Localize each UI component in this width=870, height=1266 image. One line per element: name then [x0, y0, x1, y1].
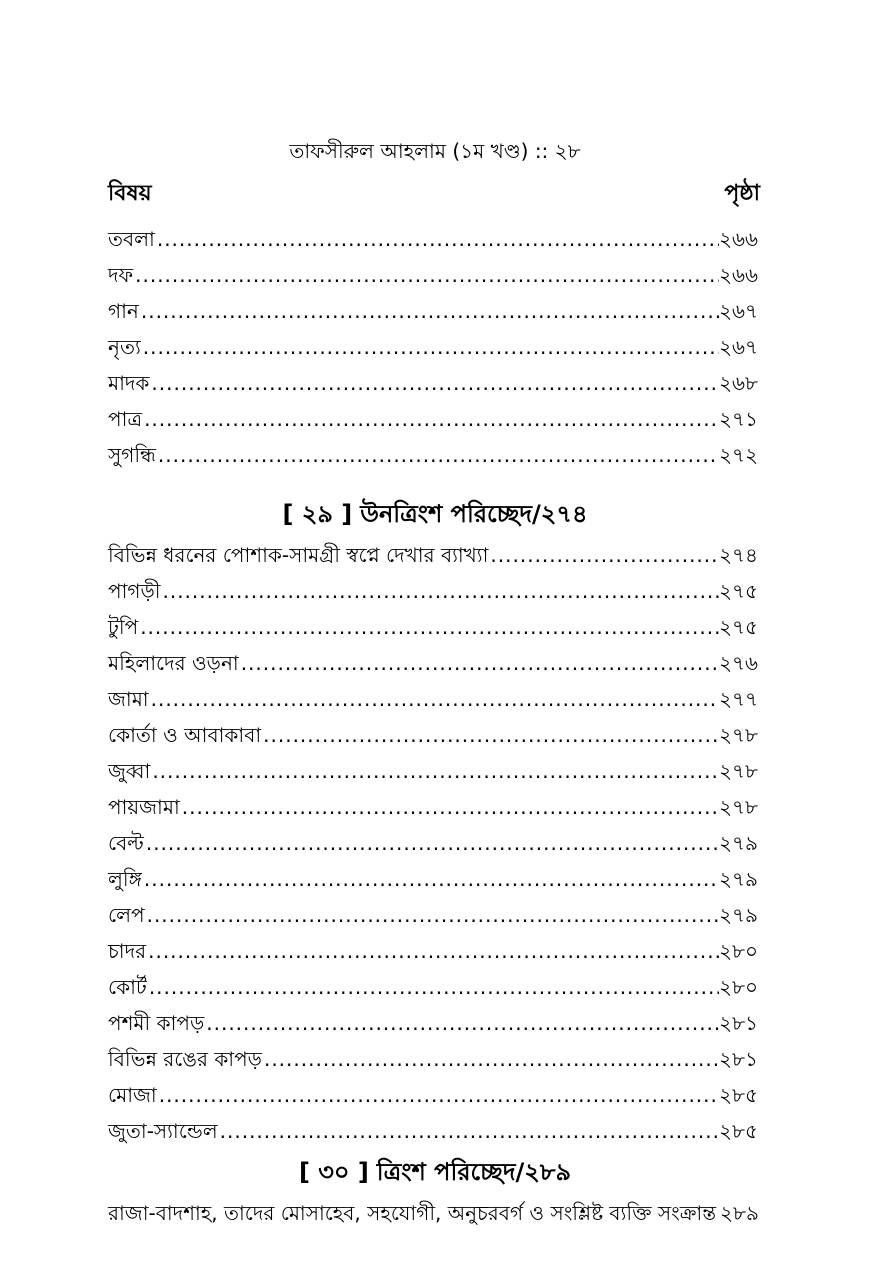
- toc-entry: [108, 326, 758, 362]
- toc-entry: [108, 642, 758, 678]
- toc-entry-page: ২৮৯: [720, 1201, 759, 1225]
- toc-entry: [108, 822, 758, 858]
- toc-entry-title: জুব্বা: [108, 759, 151, 783]
- toc-entry-page: ২৮১: [719, 1047, 758, 1071]
- toc-entry-page: ২৭৯: [719, 867, 758, 891]
- dot-leader: [262, 1044, 719, 1074]
- toc-entry-page: ২৭৪: [719, 543, 758, 567]
- toc-entry-page: ২৭৬: [718, 651, 758, 675]
- dot-leader: [144, 828, 719, 858]
- dot-leader: [146, 936, 719, 966]
- toc-entry: [108, 786, 758, 822]
- toc-entry: [108, 570, 758, 606]
- toc-entry: [108, 1074, 758, 1110]
- toc-entry-page: ২৭৮: [719, 795, 758, 819]
- toc-entry-title: সুগন্ধি: [108, 443, 156, 467]
- toc-entry: [108, 1192, 758, 1228]
- dot-leader: [139, 296, 719, 326]
- toc-entry-title: লেপ: [108, 903, 145, 927]
- toc-entry-title: মহিলাদের ওড়না: [108, 651, 239, 675]
- dot-leader: [149, 684, 719, 714]
- dot-leader: [142, 864, 719, 894]
- toc-entry-title: রাজা-বাদশাহ, তাদের মোসাহেব, সহযোগী, অনুচরবর্গ ও সংশ্লিষ্ট ব্যক্তি সংক্রান্ত: [108, 1201, 716, 1225]
- dot-leader: [218, 1116, 719, 1146]
- toc-entry: [108, 606, 758, 642]
- toc-entry-title: নৃত্য: [108, 335, 141, 359]
- toc-entry-title: দফ: [108, 263, 134, 287]
- toc-entry-page: ২৮১: [719, 1011, 758, 1035]
- toc-entry-title: বেল্ট: [108, 831, 144, 855]
- toc-entry: [108, 930, 758, 966]
- dot-leader: [204, 1008, 719, 1038]
- dot-leader: [488, 540, 719, 570]
- chapter-29-title: উনত্রিংশ পরিচ্ছেদ/২৭৪: [360, 500, 588, 528]
- toc-entry-page: ২৭৯: [719, 903, 758, 927]
- toc-entry: [108, 894, 758, 930]
- toc-entry: [108, 1110, 758, 1146]
- toc-entry: [108, 1002, 758, 1038]
- toc-entry: [108, 218, 758, 254]
- toc-entry-page: ২৭১: [719, 407, 758, 431]
- toc-entry-title: পাত্র: [108, 407, 143, 431]
- chapter-30-number: [ ৩০ ]: [298, 1158, 369, 1186]
- toc-entry: [108, 750, 758, 786]
- dot-leader: [142, 404, 719, 434]
- running-head: তাফসীরুল আহলাম (১ম খণ্ড) :: ২৮: [289, 139, 581, 163]
- dot-leader: [160, 576, 719, 606]
- column-heading-page: পৃষ্ঠা: [724, 181, 760, 206]
- chapter-30-heading: [0, 1152, 870, 1192]
- toc-entry-page: ২৮৫: [719, 1083, 758, 1107]
- toc-entry-title: মাদক: [108, 371, 150, 395]
- toc-entry: [108, 966, 758, 1002]
- toc-entry: [108, 1038, 758, 1074]
- chapter-29-number: [ ২৯ ]: [282, 500, 353, 528]
- toc-entry-page: ২৬৮: [719, 371, 758, 395]
- toc-entry-title: কোর্ট: [108, 975, 147, 999]
- toc-entry-page: ২৮৫: [719, 1119, 758, 1143]
- toc-entry-page: ২৭৫: [719, 615, 758, 639]
- toc-entry-page: ২৬৭: [718, 299, 758, 323]
- toc-entry-title: জুতা-স্যান্ডেল: [108, 1119, 218, 1143]
- column-heading-subject: বিষয়: [108, 181, 152, 206]
- toc-entry-title: পশমী কাপড়: [108, 1011, 205, 1035]
- toc-section-1: [108, 218, 758, 470]
- dot-leader: [180, 792, 719, 822]
- toc-entry-page: ২৬৬: [718, 227, 758, 251]
- toc-entry: [108, 434, 758, 470]
- dot-leader: [138, 612, 719, 642]
- dot-leader: [156, 440, 719, 470]
- toc-entry-title: বিভিন্ন রঙের কাপড়: [108, 1047, 262, 1071]
- toc-entry: [108, 362, 758, 398]
- toc-entry-page: ২৭৭: [718, 687, 758, 711]
- toc-entry: [108, 678, 758, 714]
- toc-entry-title: লুঙ্গি: [108, 867, 142, 891]
- chapter-30-title: ত্রিংশ পরিচ্ছেদ/২৮৯: [376, 1158, 572, 1186]
- dot-leader: [141, 332, 719, 362]
- toc-section-2: [108, 534, 758, 1146]
- dot-leader: [239, 648, 719, 678]
- dot-leader: [149, 368, 719, 398]
- toc-entry: [108, 398, 758, 434]
- toc-entry-title: জামা: [108, 687, 149, 711]
- toc-entry-page: ২৮০: [719, 975, 758, 999]
- dot-leader: [150, 756, 719, 786]
- toc-entry-page: ২৭৮: [719, 723, 758, 747]
- toc-entry-page: ২৭৮: [719, 759, 758, 783]
- toc-entry-page: ২৭২: [718, 443, 758, 467]
- toc-entry-page: ২৭৫: [719, 579, 758, 603]
- toc-entry-page: ২৬৬: [718, 263, 758, 287]
- toc-entry: [108, 714, 758, 750]
- toc-entry-title: কোর্তা ও আবাকাবা: [108, 723, 262, 747]
- toc-entry-title: চাদর: [108, 939, 147, 963]
- toc-entry-title: পায়জামা: [108, 795, 180, 819]
- toc-entry-title: গান: [108, 299, 139, 323]
- dot-leader: [155, 224, 719, 254]
- toc-entry-title: তবলা: [108, 227, 155, 251]
- dot-leader: [133, 260, 719, 290]
- dot-leader: [147, 972, 719, 1002]
- dot-leader: [261, 720, 719, 750]
- dot-leader: [145, 900, 719, 930]
- toc-entry: [108, 254, 758, 290]
- toc-entry-title: টুপি: [108, 615, 139, 639]
- toc-entry-page: ২৬৭: [718, 335, 758, 359]
- toc-entry-page: ২৮০: [719, 939, 758, 963]
- chapter-29-heading: [0, 494, 870, 534]
- dot-leader: [157, 1080, 719, 1110]
- toc-entry-title: পাগড়ী: [108, 579, 161, 603]
- toc-entry: [108, 858, 758, 894]
- toc-section-3: [108, 1192, 758, 1228]
- toc-entry-title: মোজা: [108, 1083, 157, 1107]
- toc-entry-title: বিভিন্ন ধরনের পোশাক-সামগ্রী স্বপ্নে দেখার ব্যাখ্যা: [108, 543, 489, 567]
- toc-entry: [108, 290, 758, 326]
- toc-entry-page: ২৭৯: [719, 831, 758, 855]
- toc-entry: [108, 534, 758, 570]
